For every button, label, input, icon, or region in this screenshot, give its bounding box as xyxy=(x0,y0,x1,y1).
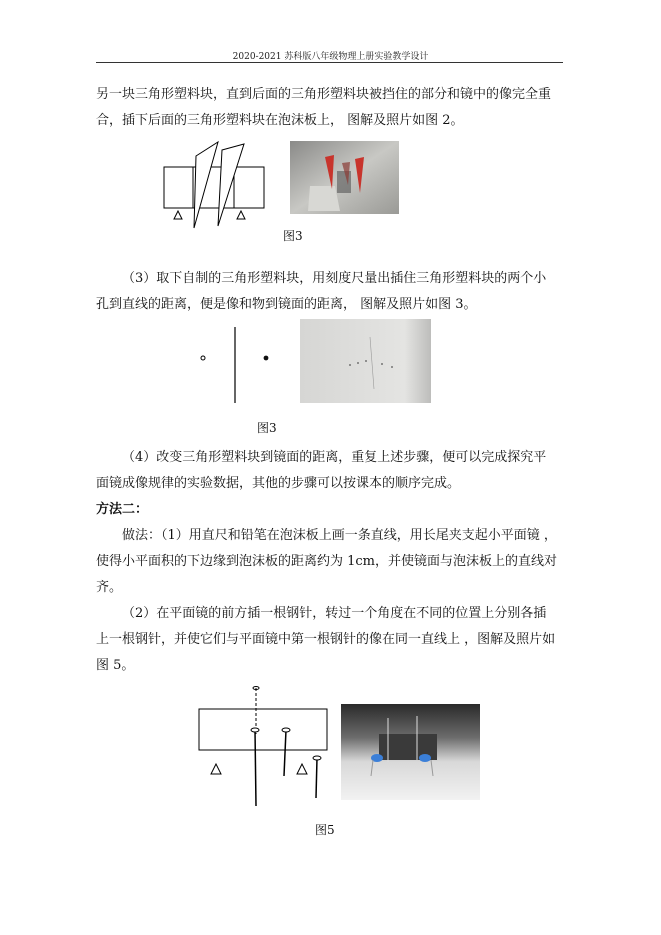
mirror-line-diagram xyxy=(195,325,275,405)
paragraph-line: （3）取下自制的三角形塑料块，用刻度尺量出插住三角形塑料块的两个小 xyxy=(122,271,547,286)
figure-caption: 图3 xyxy=(283,229,303,243)
figure-caption: 图5 xyxy=(315,823,335,837)
paragraph-line: 使得小平面积的下边缘到泡沫板的距离约为 1cm，并使镜面与泡沫板上的直线对 xyxy=(96,554,558,569)
figure-caption: 图3 xyxy=(257,421,277,435)
paragraph-line: 合，插下后面的三角形塑料块在泡沫板上， 图解及照片如图 2。 xyxy=(96,113,464,128)
measurement-photo xyxy=(300,319,431,403)
triangle-blocks-diagram xyxy=(160,140,270,230)
paragraph-line: （4）改变三角形塑料块到镜面的距离，重复上述步骤，便可以完成探究平 xyxy=(122,450,547,465)
header-rule xyxy=(96,62,563,63)
paragraph-line: （2）在平面镜的前方插一根钢针，转过一个角度在不同的位置上分别各插 xyxy=(122,606,547,621)
paragraph-line: 齐。 xyxy=(96,580,123,595)
pins-mirror-photo xyxy=(341,704,480,800)
paragraph-line: 孔到直线的距离，便是像和物到镜面的距离， 图解及照片如图 3。 xyxy=(96,297,477,312)
paragraph-line: 做法：（1）用直尺和铅笔在泡沫板上画一条直线，用长尾夹支起小平面镜 ， xyxy=(122,528,557,543)
paragraph-line: 面镜成像规律的实验数据，其他的步骤可以按课本的顺序完成。 xyxy=(96,476,461,491)
paragraph-line: 另一块三角形塑料块，直到后面的三角形塑料块被挡住的部分和镜中的像完全重 xyxy=(96,87,552,102)
page-header: 2020-2021 苏科版八年级物理上册实验教学设计 xyxy=(232,52,429,62)
triangle-blocks-photo xyxy=(290,141,399,214)
pins-mirror-diagram xyxy=(196,684,331,809)
paragraph-line: 上一根钢针，并使它们与平面镜中第一根钢针的像在同一直线上 ，图解及照片如 xyxy=(96,632,556,647)
paragraph-line: 图 5。 xyxy=(96,658,135,673)
section-heading: 方法二： xyxy=(96,502,149,517)
